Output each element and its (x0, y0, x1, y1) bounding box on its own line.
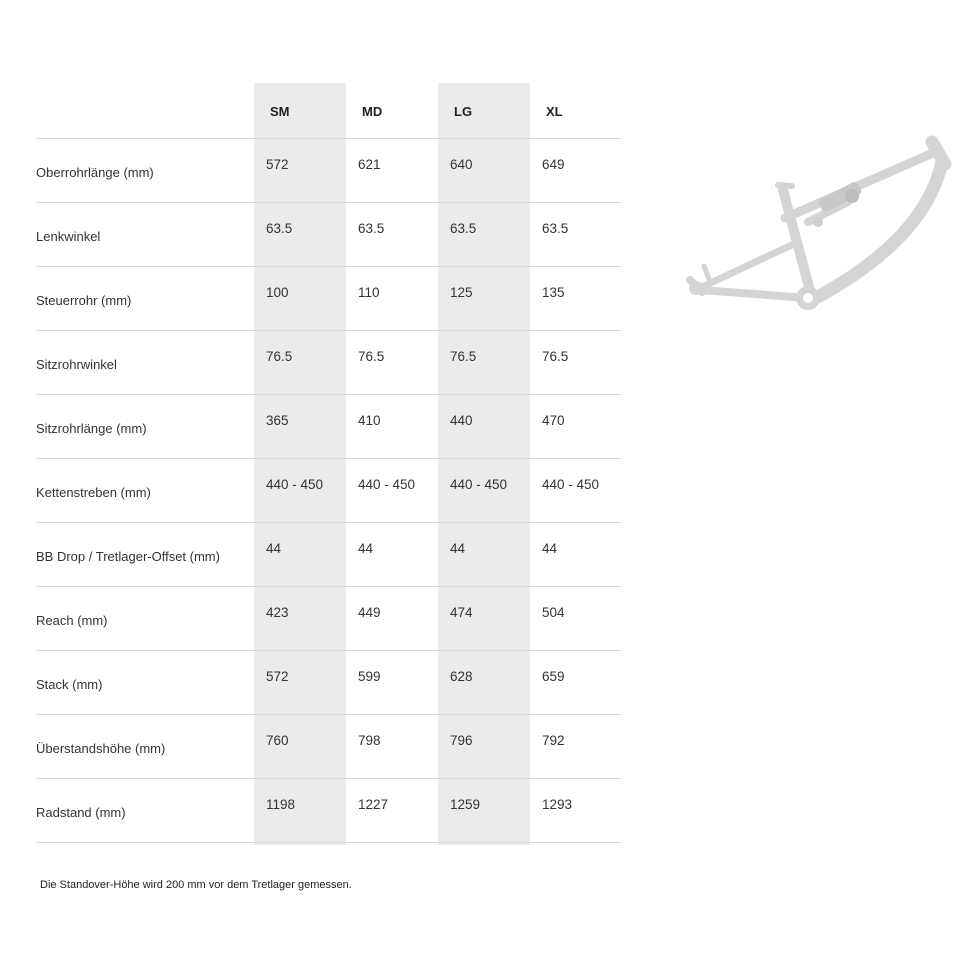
cell-value: 659 (542, 669, 565, 684)
cell-value: 798 (358, 733, 381, 748)
cell-value: 44 (450, 541, 466, 556)
cell-value: 63.5 (266, 221, 293, 236)
row-label: BB Drop / Tretlager-Offset (mm) (36, 549, 220, 564)
cell-value: 1293 (542, 797, 573, 812)
cell-value: 76.5 (358, 349, 385, 364)
cell-value: 621 (358, 157, 381, 172)
cell-value: 440 - 450 (450, 477, 508, 492)
cell-value: 440 - 450 (542, 477, 600, 492)
cell-value: 1198 (266, 797, 296, 812)
cell-value: 100 (266, 285, 289, 300)
table-row (36, 715, 621, 779)
row-label: Überstandshöhe (mm) (36, 741, 166, 756)
cell-value: 63.5 (542, 221, 569, 236)
table-header-row (36, 83, 621, 139)
column-header-md: MD (362, 104, 383, 119)
cell-value: 649 (542, 157, 565, 172)
row-label: Reach (mm) (36, 613, 108, 628)
cell-value: 423 (266, 605, 289, 620)
row-label: Lenkwinkel (36, 229, 101, 244)
table-row (36, 139, 621, 203)
cell-value: 572 (266, 669, 289, 684)
cell-value: 410 (358, 413, 381, 428)
cell-value: 135 (542, 285, 565, 300)
table-row (36, 779, 621, 843)
row-label: Stack (mm) (36, 677, 103, 692)
cell-value: 44 (542, 541, 558, 556)
cell-value: 470 (542, 413, 565, 428)
cell-value: 796 (450, 733, 473, 748)
bike-frame-icon (680, 130, 960, 320)
cell-value: 365 (266, 413, 289, 428)
geometry-table (36, 83, 621, 843)
cell-value: 474 (450, 605, 473, 620)
cell-value: 640 (450, 157, 473, 172)
cell-value: 1259 (450, 797, 481, 812)
cell-value: 440 (450, 413, 473, 428)
table-row (36, 267, 621, 331)
cell-value: 76.5 (542, 349, 569, 364)
cell-value: 44 (266, 541, 282, 556)
table-row (36, 203, 621, 267)
table-row (36, 651, 621, 715)
table-row (36, 587, 621, 651)
cell-value: 76.5 (450, 349, 477, 364)
cell-value: 125 (450, 285, 473, 300)
cell-value: 449 (358, 605, 381, 620)
row-label: Sitzrohrwinkel (36, 357, 117, 372)
cell-value: 76.5 (266, 349, 293, 364)
table-row (36, 331, 621, 395)
cell-value: 440 - 450 (358, 477, 416, 492)
table-row (36, 523, 621, 587)
row-label: Sitzrohrlänge (mm) (36, 421, 147, 436)
cell-value: 110 (358, 285, 380, 300)
row-label: Oberrohrlänge (mm) (36, 165, 154, 180)
cell-value: 792 (542, 733, 565, 748)
cell-value: 63.5 (450, 221, 477, 236)
cell-value: 44 (358, 541, 374, 556)
footnote: Die Standover-Höhe wird 200 mm vor dem Tretlager gemessen. (40, 879, 352, 891)
row-label: Steuerrohr (mm) (36, 293, 132, 308)
table-row (36, 459, 621, 523)
cell-value: 440 - 450 (266, 477, 324, 492)
cell-value: 63.5 (358, 221, 385, 236)
row-label: Kettenstreben (mm) (36, 485, 151, 500)
cell-value: 572 (266, 157, 289, 172)
column-header-xl: XL (546, 104, 563, 119)
cell-value: 760 (266, 733, 289, 748)
cell-value: 504 (542, 605, 565, 620)
column-header-lg: LG (454, 104, 473, 119)
row-label: Radstand (mm) (36, 805, 126, 820)
cell-value: 1227 (358, 797, 389, 812)
cell-value: 628 (450, 669, 473, 684)
column-header-sm: SM (270, 104, 290, 119)
table-row (36, 395, 621, 459)
cell-value: 599 (358, 669, 381, 684)
